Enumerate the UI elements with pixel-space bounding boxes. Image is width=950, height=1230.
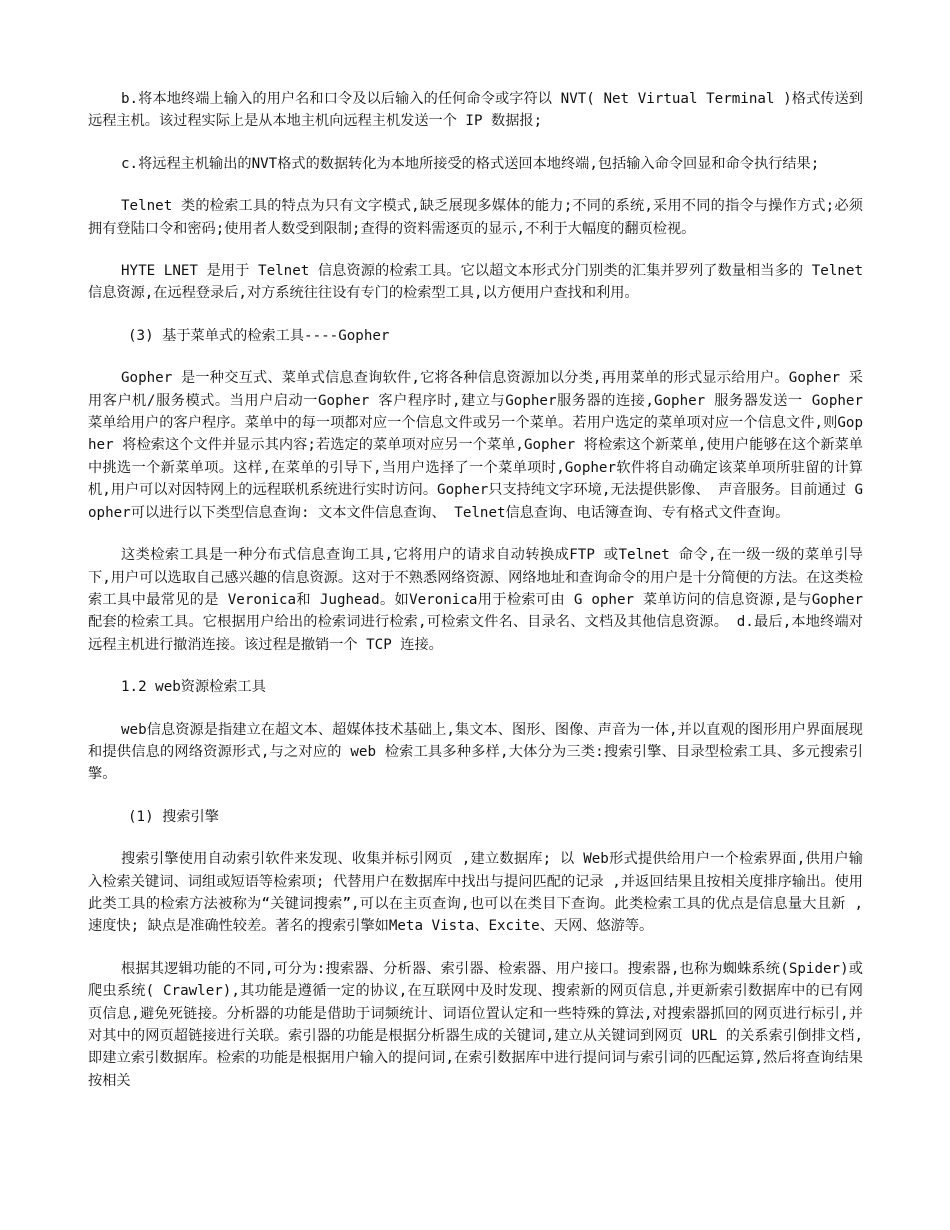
paragraph-telnet-step-c: c.将远程主机输出的NVT格式的数据转化为本地所接受的格式送回本地终端,包括输入命令回显和命令执行结果; — [121, 155, 820, 172]
document-page — [88, 88, 863, 1112]
heading-web-tools: 1.2 web资源检索工具 — [121, 679, 266, 696]
paragraph-search-engine: 搜索引擎使用自动索引软件来发现、收集并标引网页 ,建立数据库; 以 Web形式提供给用户一个检索界面,供用户输入检索关键词、词组或短语等检索项; 代替用户在数据库中找出与提问匹配的记录 ,并返回结果且按相关度排序输出。使用此类工具的检索方法被称为“关键词搜索”,可以在主页查询,也可以在类目下查询。此类检索工具的优点是信息量大且新 , 速度快; 缺点是准确性较差。著名的搜索引擎如Meta Vista、Excite、天网、悠游等。 — [88, 851, 863, 935]
paragraph-logical-functions: 根据其逻辑功能的不同,可分为:搜索器、分析器、索引器、检索器、用户接口。搜索器,也称为蜘蛛系统(Spider)或爬虫系统( Crawler),其功能是遵循一定的协议,在互联网中及时发现、搜索新的网页信息,并更新索引数据库中的已有网页信息,避免死链接。分析器的功能是借助于词频统计、词语位置认定和一些特殊的算法,对搜索器抓回的网页进行标引,并对其中的网页超链接进行关联。索引器的功能是根据分析器生成的关键词,建立从关键词到网页 URL 的关系索引倒排文档,即建立索引数据库。检索的功能是根据用户输入的提问词,在索引数据库中进行提问词与索引词的匹配运算,然后将查询结果按相关 — [88, 960, 863, 1089]
heading-gopher: (3) 基于菜单式的检索工具----Gopher — [128, 327, 390, 344]
paragraph-telnet-features: Telnet 类的检索工具的特点为只有文字模式,缺乏展现多媒体的能力;不同的系统,采用不同的指令与操作方式;必须拥有登陆口令和密码;使用者人数受到限制;查得的资料需逐页的显示,不利于大幅度的翻页检视。 — [88, 198, 863, 237]
paragraph-distributed-tools: 这类检索工具是一种分布式信息查询工具,它将用户的请求自动转换成FTP 或Telnet 命令,在一级一级的菜单引导下,用户可以选取自己感兴趣的信息资源。这对于不熟悉网络资源、网络地址和查询命令的用户是十分简便的方法。在这类检索工具中最常见的是 Veronica和 Jughead。如Veronica用于检索可由 G opher 菜单访问的信息资源,是与Gopher配套的检索工具。它根据用户给出的检索词进行检索,可检索文件名、目录名、文档及其他信息资源。 d.最后,本地终端对远程主机进行撤消连接。该过程是撤销一个 TCP 连接。 — [88, 547, 863, 653]
paragraph-web-resources: web信息资源是指建立在超文本、超媒体技术基础上,集文本、图形、图像、声音为一体,并以直观的图形用户界面展现和提供信息的网络资源形式,与之对应的 web 检索工具多种多样,大体分为三类:搜索引擎、目录型检索工具、多元搜索引擎。 — [88, 721, 863, 783]
heading-search-engine: (1) 搜索引擎 — [128, 808, 219, 825]
paragraph-telnet-step-b: b.将本地终端上输入的用户名和口令及以后输入的任何命令或字符以 NVT( Net Virtual Terminal )格式传送到远程主机。该过程实际上是从本地主机向远程主机发送一个 IP 数据报; — [88, 91, 863, 130]
paragraph-gopher-intro: Gopher 是一种交互式、菜单式信息查询软件,它将各种信息资源加以分类,再用菜单的形式显示给用户。Gopher 采用客户机/服务模式。当用户启动一Gopher 客户程序时,建立与Gopher服务器的连接,Gopher 服务器发送一 Gopher 菜单给用户的客户程序。菜单中的每一项都对应一个信息文件或另一个菜单。若用户选定的菜单项对应一个信息文件,则Gopher 将检索这个文件并显示其内容;若选定的菜单项对应另一个菜单,Gopher 将检索这个新菜单,使用户能够在这个新菜单中挑选一个新菜单项。这样,在菜单的引导下,当用户选择了一个菜单项时,Gopher软件将自动确定该菜单项所驻留的计算机,用户可以对因特网上的远程联机系统进行实时访问。Gopher只支持纯文字环境,无法提供影像、 声音服务。目前通过 Gopher可以进行以下类型信息查询: 文本文件信息查询、 Telnet信息查询、电话簿查询、专有格式文件查询。 — [88, 370, 863, 521]
paragraph-hytelnet: HYTE LNET 是用于 Telnet 信息资源的检索工具。它以超文本形式分门别类的汇集并罗列了数量相当多的 Telnet 信息资源,在远程登录后,对方系统往往设有专门的检索型工具,以方便用户查找和利用。 — [88, 263, 863, 302]
